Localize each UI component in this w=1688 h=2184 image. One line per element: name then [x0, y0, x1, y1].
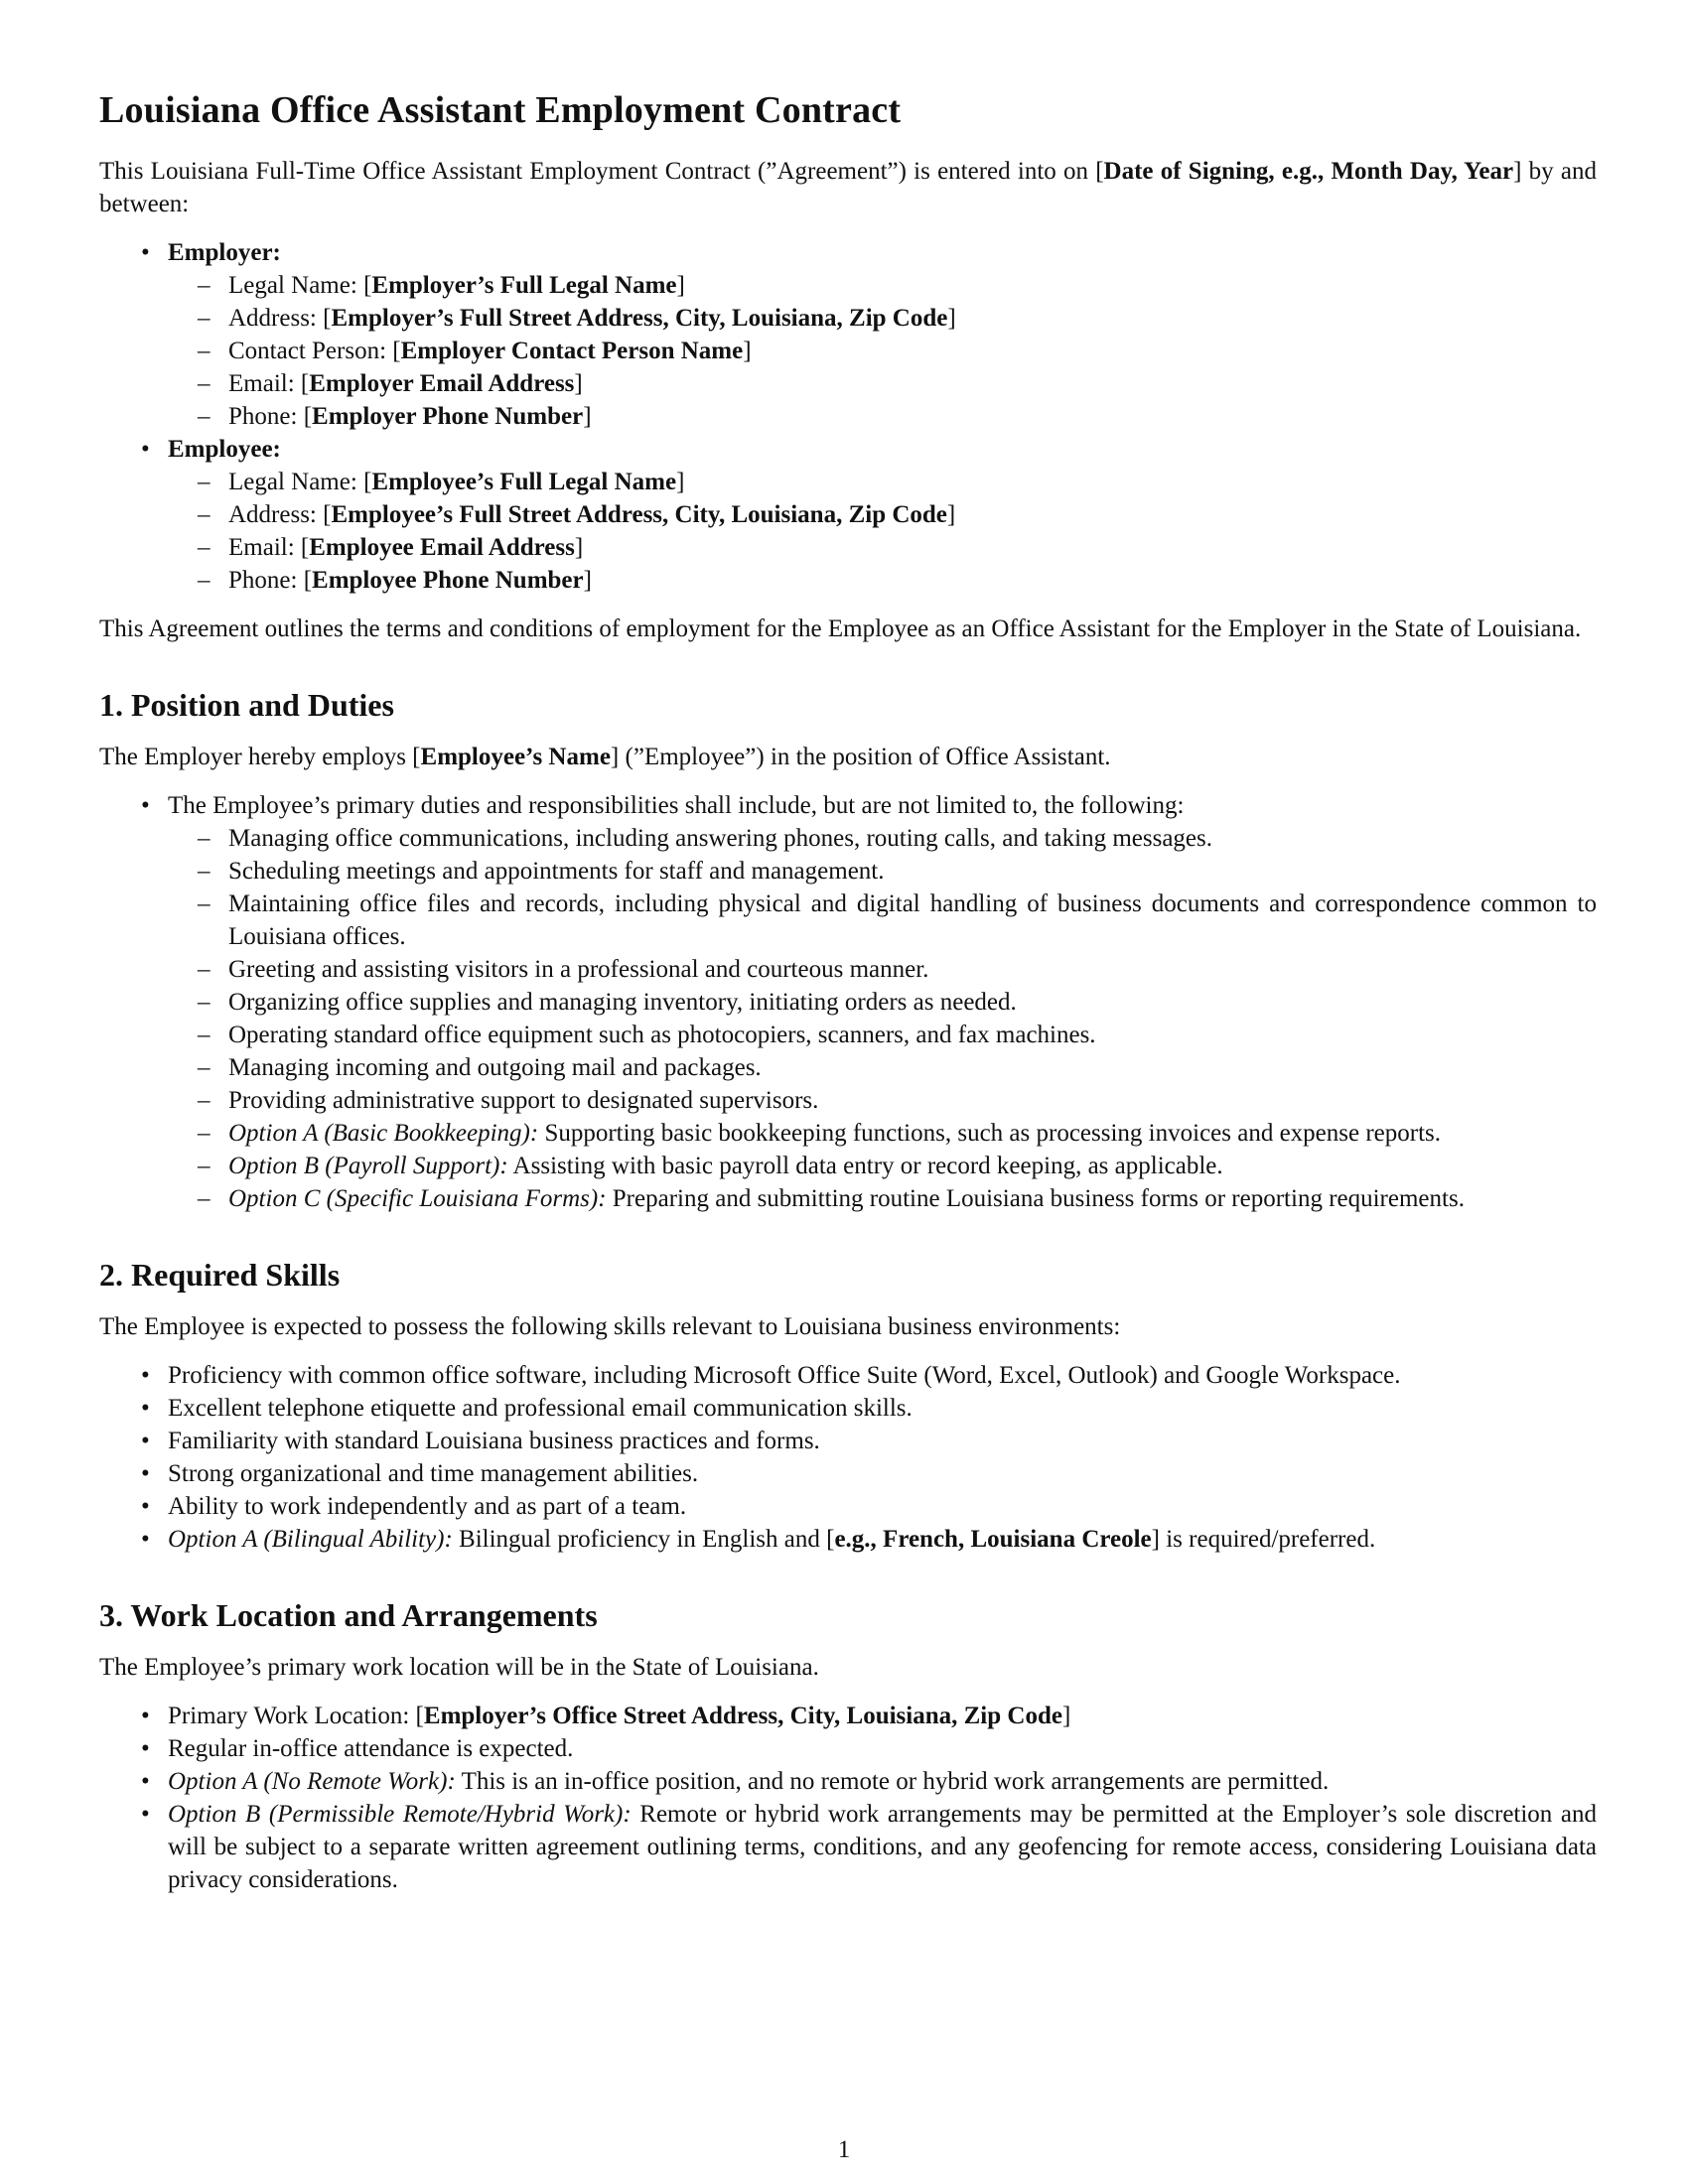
employee-field: – Legal Name: [Employee’s Full Legal Name]: [168, 466, 1597, 498]
duties-list: [99, 789, 1597, 1215]
page-number: 1: [837, 2136, 851, 2163]
employer-field: – Legal Name: [Employer’s Full Legal Name]: [168, 269, 1597, 302]
duty-option: – Option C (Specific Louisiana Forms): Preparing and submitting routine Louisiana business forms or reporting requirements.: [168, 1182, 1597, 1215]
parties-list: [99, 236, 1597, 597]
duty-item: – Providing administrative support to designated supervisors.: [168, 1084, 1597, 1117]
employee-field: – Email: [Employee Email Address]: [168, 531, 1597, 564]
skills-intro: The Employee is expected to possess the following skills relevant to Louisiana business environments:: [99, 1313, 1121, 1340]
duties-sublist: [168, 822, 1597, 1215]
duty-item: – Managing incoming and outgoing mail and packages.: [168, 1051, 1597, 1084]
employer-fields: [168, 269, 1597, 433]
employer-field: – Phone: [Employer Phone Number]: [168, 400, 1597, 433]
duty-item: – Operating standard office equipment such as photocopiers, scanners, and fax machines.: [168, 1019, 1597, 1051]
employer-label: Employer:: [168, 239, 281, 266]
skill-item: • Proficiency with common office software, including Microsoft Office Suite (Word, Excel, Outlook) and Google Workspace.: [99, 1359, 1597, 1392]
outline-paragraph: This Agreement outlines the terms and conditions of employment for the Employee as an Office Assistant for the Employer in the State of Louisiana.: [99, 615, 1582, 642]
skills-list: [99, 1359, 1597, 1556]
employer-field: – Address: [Employer’s Full Street Address, City, Louisiana, Zip Code]: [168, 302, 1597, 335]
location-list: [99, 1700, 1597, 1896]
document-title: Louisiana Office Assistant Employment Contract: [99, 89, 902, 131]
employee-name-placeholder: Employee’s Name: [420, 744, 611, 770]
employer-party: [99, 236, 1597, 433]
skill-item: • Strong organizational and time management abilities.: [99, 1457, 1597, 1490]
employee-field: – Phone: [Employee Phone Number]: [168, 564, 1597, 597]
duty-item: – Maintaining office files and records, including physical and digital handling of business documents and correspondence common to Louisiana offices.: [168, 887, 1597, 953]
skill-item: • Familiarity with standard Louisiana business practices and forms.: [99, 1425, 1597, 1457]
date-placeholder: Date of Signing, e.g., Month Day, Year: [1103, 158, 1514, 185]
duty-item: – Scheduling meetings and appointments for staff and management.: [168, 855, 1597, 887]
duty-option: – Option B (Payroll Support): Assisting with basic payroll data entry or record keeping, as applicable.: [168, 1150, 1597, 1182]
location-item: • Primary Work Location: [Employer’s Office Street Address, City, Louisiana, Zip Code]: [99, 1700, 1597, 1732]
duty-option: – Option A (Basic Bookkeeping): Supporting basic bookkeeping functions, such as processing invoices and expense reports.: [168, 1117, 1597, 1150]
employee-label: Employee:: [168, 436, 281, 463]
employee-fields: [168, 466, 1597, 597]
position-paragraph: The Employer hereby employs [Employee’s Name] (”Employee”) in the position of Office Assistant.: [99, 744, 1111, 770]
duty-item: – Organizing office supplies and managing inventory, initiating orders as needed.: [168, 986, 1597, 1019]
intro-paragraph: This Louisiana Full-Time Office Assistant Employment Contract (”Agreement”) is entered into on [Date of Signing, e.g., Month Day, Year] by and between:: [99, 158, 1598, 217]
duty-item: – Managing office communications, including answering phones, routing calls, and taking messages.: [168, 822, 1597, 855]
section-heading-position: 1. Position and Duties: [99, 687, 394, 723]
employer-field: – Email: [Employer Email Address]: [168, 367, 1597, 400]
location-intro: The Employee’s primary work location will be in the State of Louisiana.: [99, 1654, 819, 1681]
location-option: • Option A (No Remote Work): This is an in-office position, and no remote or hybrid work arrangements are permitted.: [99, 1765, 1597, 1798]
employer-field: – Contact Person: [Employer Contact Person Name]: [168, 335, 1597, 367]
duty-item: – Greeting and assisting visitors in a professional and courteous manner.: [168, 953, 1597, 986]
duties-item: • The Employee’s primary duties and responsibilities shall include, but are not limited to, the following: – Managing office communications, including answering phones, routing calls, and taking messages. – Scheduling meetings and appointments for staff and management. – Maintaining office files and records, including physical and digital handling of business documents and correspondence common to Louisiana offices. – Greeting and assisting visitors in a professional and courteous manner. – Organizing office supplies and managing inventory, initiating orders as needed. – Operating standard office equipment such as photocopiers, scanners, and fax machines. – Managing incoming and outgoing mail and packages. – Providing administrative support to designated supervisors. – Option A (Basic Bookkeeping): Supporting basic bookkeeping functions, such as processing invoices and expense reports. – Option B (Payroll Support): Assisting with basic payroll data entry or record keeping, as applicable. – Option C (Specific Louisiana Forms): Preparing and submitting routine Louisiana business forms or reporting requirements.: [99, 789, 1597, 1215]
section-heading-location: 3. Work Location and Arrangements: [99, 1597, 598, 1633]
document-page: [99, 87, 1597, 1912]
location-item: • Regular in-office attendance is expected.: [99, 1732, 1597, 1765]
skill-item: • Excellent telephone etiquette and professional email communication skills.: [99, 1392, 1597, 1425]
skill-item: • Ability to work independently and as part of a team.: [99, 1490, 1597, 1523]
employee-party: [99, 433, 1597, 597]
employee-field: – Address: [Employee’s Full Street Address, City, Louisiana, Zip Code]: [168, 498, 1597, 531]
skill-option: • Option A (Bilingual Ability): Bilingual proficiency in English and [e.g., French, Louisiana Creole] is required/preferred.: [99, 1523, 1597, 1556]
section-heading-skills: 2. Required Skills: [99, 1257, 341, 1293]
location-option: • Option B (Permissible Remote/Hybrid Work): Remote or hybrid work arrangements may be permitted at the Employer’s sole discretion and will be subject to a separate written agreement outlining terms, conditions, and any geofencing for remote access, considering Louisiana data privacy considerations.: [99, 1798, 1597, 1896]
